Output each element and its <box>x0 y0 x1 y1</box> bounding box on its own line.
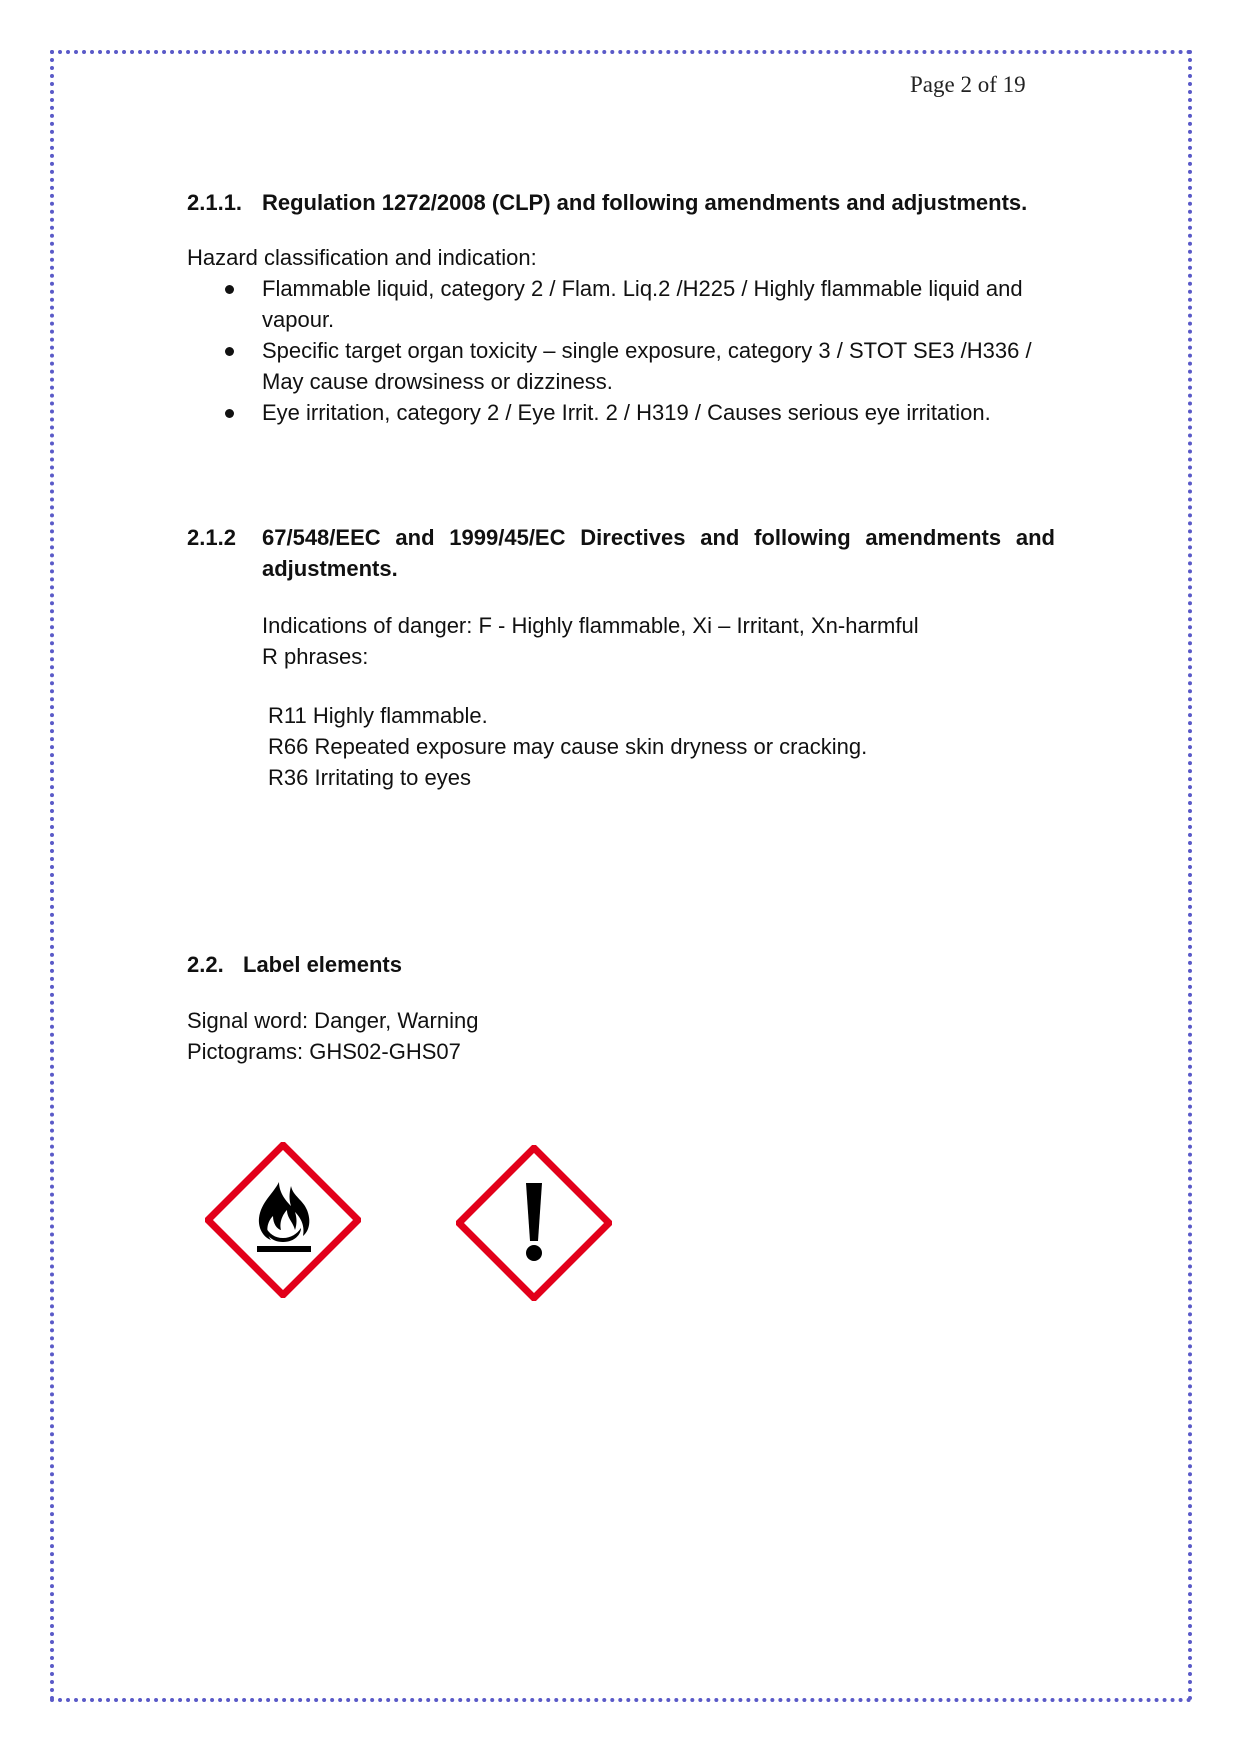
bullet-icon <box>225 347 234 356</box>
hazard-classification-intro: Hazard classification and indication: <box>187 245 537 270</box>
pictograms-label: Pictograms: GHS02-GHS07 <box>187 1039 461 1064</box>
list-item: R11 Highly flammable. <box>268 703 488 728</box>
section-title: 67/548/EEC and 1999/45/EC Directives and following amendments and adjustments. <box>262 525 1055 581</box>
section-number: 2.1.2 <box>187 525 236 550</box>
ghs07-exclamation-pictogram <box>456 1145 612 1301</box>
list-item: Eye irritation, category 2 / Eye Irrit. 2 / H319 / Causes serious eye irritation. <box>187 397 1067 428</box>
r-phrases-label: R phrases: <box>262 644 369 669</box>
section-2-2-heading <box>187 949 402 980</box>
section-title: Label elements <box>243 952 402 977</box>
danger-indications: Indications of danger: F - Highly flammable, Xi – Irritant, Xn-harmful <box>262 613 919 638</box>
ghs02-flame-pictogram <box>205 1142 361 1298</box>
list-item: Flammable liquid, category 2 / Flam. Liq.2 /H225 / Highly flammable liquid and vapour. <box>187 273 1067 335</box>
bullet-icon <box>225 409 234 418</box>
r-phrases-list <box>268 700 867 793</box>
list-item: Specific target organ toxicity – single exposure, category 3 / STOT SE3 /H336 / May cause drowsiness or dizziness. <box>187 335 1067 397</box>
list-item: R66 Repeated exposure may cause skin dryness or cracking. <box>268 734 868 759</box>
list-item: R36 Irritating to eyes <box>268 765 471 790</box>
page-number: Page 2 of 19 <box>910 72 1026 97</box>
section-title: Regulation 1272/2008 (CLP) and following amendments and adjustments. <box>262 190 1028 215</box>
bullet-icon <box>225 285 234 294</box>
section-number: 2.2. <box>187 952 224 977</box>
section-2-1-2-heading <box>187 522 1055 584</box>
section-2-1-1-heading <box>187 187 1027 218</box>
hazard-bullet-list <box>187 273 1067 428</box>
signal-word: Signal word: Danger, Warning <box>187 1008 479 1033</box>
section-number: 2.1.1. <box>187 190 243 215</box>
